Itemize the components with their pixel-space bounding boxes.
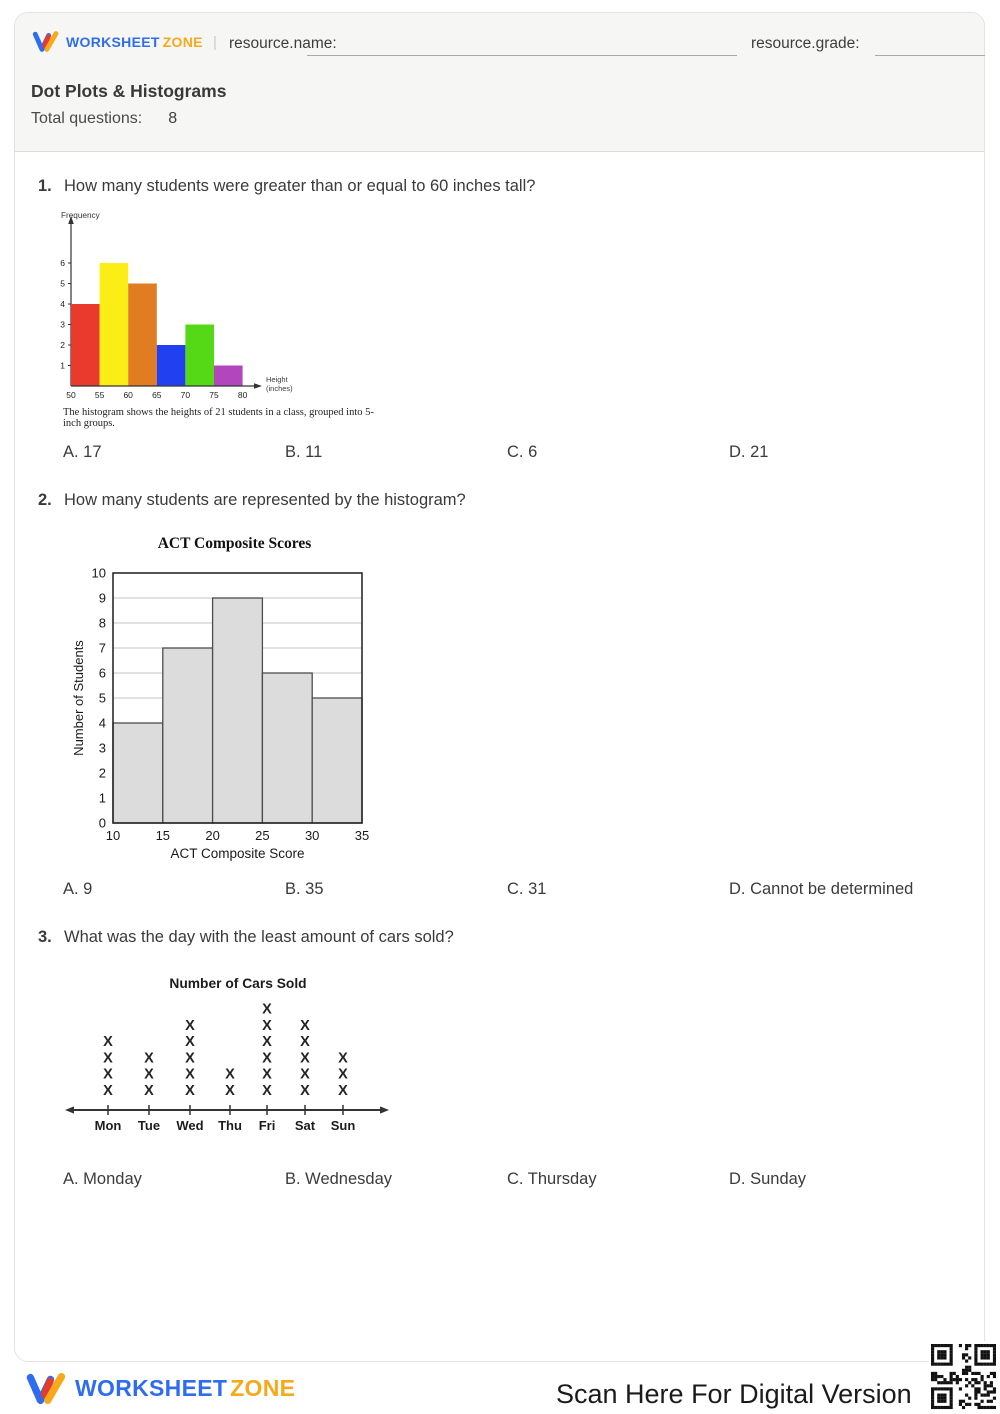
answer-option: D. 21 xyxy=(729,443,769,461)
svg-text:Frequency: Frequency xyxy=(61,211,100,220)
answer-option: B. 11 xyxy=(285,443,323,461)
answer-option: B. 35 xyxy=(285,880,324,898)
cars-dot-plot xyxy=(63,968,403,1143)
svg-text:X: X xyxy=(262,1001,272,1018)
svg-text:20: 20 xyxy=(205,828,220,843)
svg-text:X: X xyxy=(262,1066,272,1083)
svg-text:X: X xyxy=(338,1066,348,1083)
svg-text:X: X xyxy=(103,1050,113,1067)
svg-text:ACT Composite Scores: ACT Composite Scores xyxy=(157,535,312,552)
svg-text:55: 55 xyxy=(94,390,105,400)
question-3-text: What was the day with the least amount of cars sold? xyxy=(64,928,454,946)
question-1-options xyxy=(63,443,963,462)
question-1 xyxy=(38,177,535,196)
svg-text:15: 15 xyxy=(155,828,171,843)
svg-text:X: X xyxy=(338,1083,348,1099)
footer-worksheetzone-logo xyxy=(24,1370,295,1407)
svg-text:X: X xyxy=(300,1050,310,1067)
heights-histogram xyxy=(58,208,323,408)
qr-code xyxy=(929,1341,998,1412)
question-2-number: 2. xyxy=(38,491,52,509)
question-2-options xyxy=(63,880,963,899)
question-3-options xyxy=(63,1170,963,1189)
answer-option: C. 31 xyxy=(507,880,547,898)
answer-option: D. Sunday xyxy=(729,1170,807,1188)
svg-text:X: X xyxy=(300,1066,310,1083)
svg-text:X: X xyxy=(185,1066,195,1083)
svg-text:60: 60 xyxy=(123,390,133,400)
qr-code-pattern xyxy=(931,1343,996,1410)
svg-text:70: 70 xyxy=(180,390,191,400)
answer-option: A. 9 xyxy=(63,880,93,898)
svg-text:X: X xyxy=(144,1050,154,1067)
svg-text:50: 50 xyxy=(66,390,76,400)
svg-text:6: 6 xyxy=(98,665,106,681)
svg-text:X: X xyxy=(103,1066,113,1083)
svg-text:X: X xyxy=(185,1034,195,1051)
svg-text:Fri: Fri xyxy=(258,1118,276,1133)
svg-text:25: 25 xyxy=(255,828,270,843)
svg-text:1: 1 xyxy=(98,790,106,806)
question-3 xyxy=(38,928,454,947)
answer-option: B. Wednesday xyxy=(285,1170,393,1188)
svg-text:5: 5 xyxy=(98,690,106,706)
svg-text:X: X xyxy=(185,1083,195,1099)
resource-grade-line xyxy=(875,54,985,56)
svg-text:Number of Cars Sold: Number of Cars Sold xyxy=(169,976,307,991)
svg-text:X: X xyxy=(262,1050,272,1067)
card-header xyxy=(15,13,984,152)
svg-text:Sat: Sat xyxy=(294,1118,316,1133)
svg-text:65: 65 xyxy=(152,390,162,400)
svg-text:(inches): (inches) xyxy=(266,384,293,393)
footer-brand-name: WORKSHEET ZONE xyxy=(75,1375,296,1401)
svg-text:7: 7 xyxy=(98,640,106,656)
question-3-number: 3. xyxy=(38,928,52,946)
resource-grade-label: resource.grade: xyxy=(751,35,860,52)
worksheetzone-logo-icon xyxy=(24,1370,66,1407)
svg-text:X: X xyxy=(144,1083,154,1099)
total-questions xyxy=(31,110,177,128)
svg-text:ACT Composite Score: ACT Composite Score xyxy=(170,846,305,861)
svg-text:6: 6 xyxy=(60,258,65,268)
svg-text:3: 3 xyxy=(60,319,65,330)
svg-text:80: 80 xyxy=(237,390,248,400)
svg-text:X: X xyxy=(103,1034,113,1051)
question-1-text: How many students were greater than or equal to 60 inches tall? xyxy=(64,177,536,195)
svg-text:35: 35 xyxy=(354,828,370,843)
resource-name-label: resource.name: xyxy=(229,35,337,52)
svg-text:X: X xyxy=(185,1050,195,1067)
question-2 xyxy=(38,491,466,510)
question-2-text: How many students are represented by the histogram? xyxy=(64,491,466,509)
svg-text:X: X xyxy=(262,1034,272,1051)
svg-text:Tue: Tue xyxy=(137,1118,161,1133)
question-1-number: 1. xyxy=(38,177,52,195)
svg-text:X: X xyxy=(144,1066,154,1083)
svg-text:10: 10 xyxy=(105,828,121,843)
svg-text:2: 2 xyxy=(98,765,106,781)
svg-text:Number of Students: Number of Students xyxy=(71,640,86,756)
svg-text:30: 30 xyxy=(304,828,320,843)
svg-text:4: 4 xyxy=(60,299,65,309)
brand-name: WORKSHEET ZONE xyxy=(66,33,203,50)
scan-here-text: Scan Here For Digital Version xyxy=(556,1379,912,1409)
svg-text:9: 9 xyxy=(98,590,106,606)
svg-text:75: 75 xyxy=(209,390,219,400)
resource-name-line xyxy=(307,54,737,56)
answer-option: C. Thursday xyxy=(507,1170,597,1188)
svg-text:X: X xyxy=(300,1034,310,1051)
svg-text:X: X xyxy=(225,1083,235,1099)
worksheetzone-logo xyxy=(31,29,203,54)
answer-option: D. Cannot be determined xyxy=(729,880,914,898)
header-separator: | xyxy=(213,34,217,51)
svg-text:X: X xyxy=(262,1083,272,1099)
svg-text:0: 0 xyxy=(98,815,106,831)
answer-option: C. 6 xyxy=(507,443,538,461)
answer-option: A. 17 xyxy=(63,443,102,461)
svg-text:X: X xyxy=(103,1083,113,1099)
worksheet-title: Dot Plots & Histograms xyxy=(31,81,227,101)
svg-text:8: 8 xyxy=(98,615,106,631)
total-questions-label: Total questions: xyxy=(31,110,143,127)
heights-histogram-caption: The histogram shows the heights of 21 students in a class, grouped into 5-inch groups. xyxy=(63,407,374,429)
svg-text:Wed: Wed xyxy=(176,1118,204,1133)
answer-option: A. Monday xyxy=(63,1170,142,1188)
svg-text:3: 3 xyxy=(98,740,106,756)
total-questions-value: 8 xyxy=(168,110,178,127)
svg-text:4: 4 xyxy=(98,715,106,731)
svg-text:2: 2 xyxy=(60,340,65,350)
svg-text:X: X xyxy=(300,1017,310,1034)
svg-text:Thu: Thu xyxy=(218,1118,242,1133)
svg-text:Height: Height xyxy=(266,375,288,384)
svg-text:Sun: Sun xyxy=(330,1118,356,1133)
act-histogram xyxy=(70,531,382,871)
svg-text:Mon: Mon xyxy=(94,1118,122,1133)
svg-text:5: 5 xyxy=(60,278,65,289)
svg-text:1: 1 xyxy=(60,360,65,371)
svg-text:X: X xyxy=(338,1050,348,1067)
svg-text:X: X xyxy=(225,1066,235,1083)
svg-text:X: X xyxy=(300,1083,310,1099)
svg-text:10: 10 xyxy=(91,565,106,581)
svg-text:X: X xyxy=(262,1017,272,1034)
worksheetzone-logo-icon xyxy=(31,29,59,54)
svg-text:X: X xyxy=(185,1017,195,1034)
